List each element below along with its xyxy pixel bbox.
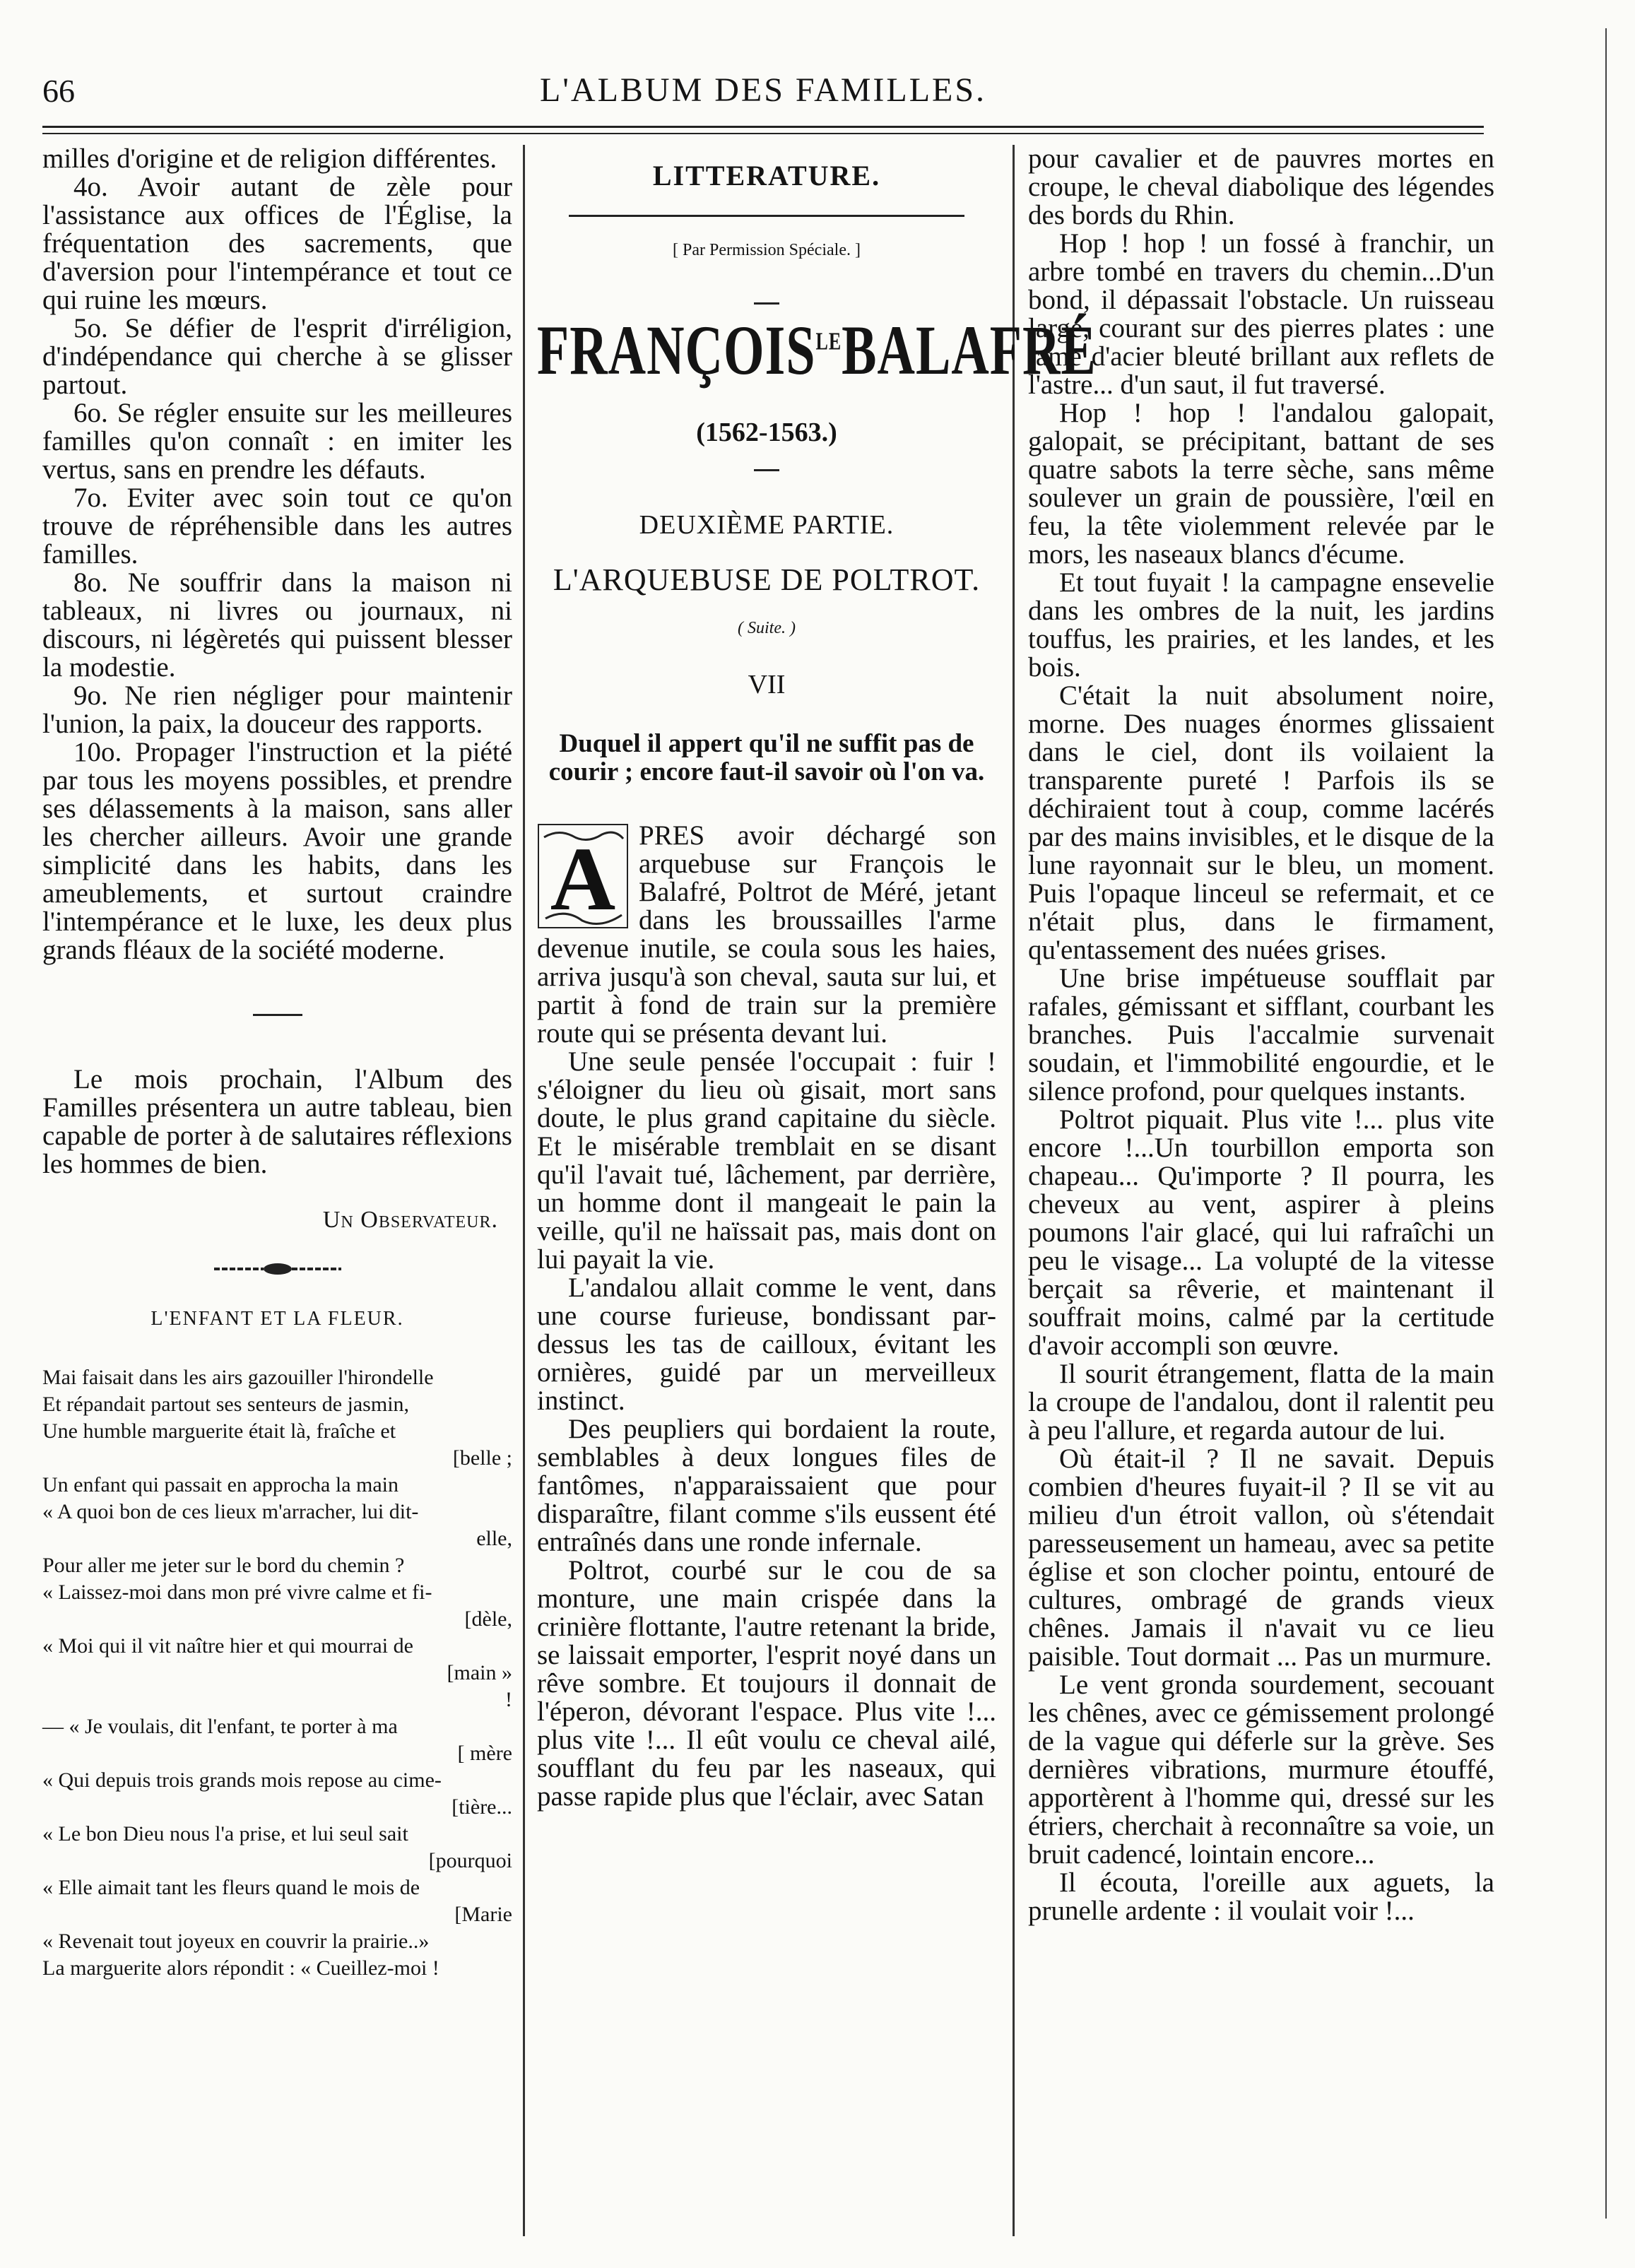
paragraph: Poltrot piquait. Plus vite !... plus vite encore !...Un tourbillon emporta son chapeau... Qu'importe ? Il pourra, les cheveux au vent, aspirer à pleins poumons l'air glacé, qui lui rafraîchi un peu le visage... La volupté de la vitesse berçait sa rêverie, et maintenant il souffrait moins, calmé par la certitude d'avoir accompli son œuvre. bbox=[1028, 1104, 1494, 1361]
poem-line: « Revenait tout joyeux en couvrir la prairie..» bbox=[42, 1930, 430, 1953]
paragraph: Des peupliers qui bordaient la route, semblables à deux longues files de fantômes, n'apparaissaient que pour disparaître, filant comme s'ils eussent été entraînés dans une ronde infernale. bbox=[537, 1414, 996, 1557]
story-title-main: FRANÇOIS bbox=[537, 312, 816, 391]
poem-line: — « Je voulais, dit l'enfant, te porter à ma bbox=[42, 1715, 398, 1738]
scan-margin-edge bbox=[1605, 28, 1625, 2219]
paragraph: Une brise impétueuse soufflait par rafales, gémissant et sifflant, courbant les branches. Puis l'accalmie survenait soudain, et l'immobilité engourdie, et le silence profond, pour quelques instants. bbox=[1028, 963, 1494, 1106]
header-rule-top bbox=[42, 126, 1484, 128]
poem-line: [dèle, bbox=[464, 1607, 512, 1631]
page-number: 66 bbox=[42, 73, 75, 109]
story-subtitle: L'ARQUEBUSE DE POLTROT. bbox=[553, 562, 981, 597]
first-paragraph bbox=[537, 822, 996, 1048]
poem-line: [tière... bbox=[451, 1795, 512, 1819]
drop-cap-letter bbox=[537, 823, 629, 929]
paragraph: 7o. Eviter avec soin tout ce qu'on trouve de répréhensible dans les autres familles. bbox=[42, 483, 512, 569]
poem-line: [ mère bbox=[457, 1742, 512, 1765]
paragraph: 8o. Ne souffrir dans la maison ni tableaux, ni livres ou journaux, ni discours, ni légèretés qui puissent blesser la modestie. bbox=[42, 567, 512, 683]
paragraph: pour cavalier et de pauvres mortes en croupe, le cheval diabolique des légendes des bords du Rhin. bbox=[1028, 143, 1494, 230]
signature: Un Observateur. bbox=[322, 1207, 498, 1233]
poem-line: « Elle aimait tant les fleurs quand le mois de bbox=[42, 1876, 420, 1899]
permission-note: [ Par Permission Spéciale. ] bbox=[673, 241, 861, 259]
paragraph: Hop ! hop ! l'andalou galopait, galopait, se précipitant, battant de ses quatre sabots la terre sèche, sans même soulever un grain de poussière, l'œil en feu, la tête violemment relevée par le mors, les naseaux blancs d'écume. bbox=[1028, 398, 1494, 569]
part-title: DEUXIÈME PARTIE. bbox=[639, 510, 895, 540]
paragraph: 4o. Avoir autant de zèle pour l'assistance aux offices de l'Église, la fréquentation des sacrements, que d'aversion pour l'intempérance et tout ce qui ruine les mœurs. bbox=[42, 172, 512, 315]
paragraph: Poltrot, courbé sur le cou de sa monture, une main crispée dans la crinière flottante, l'autre retenant la bride, se laissait emporter, l'esprit noyé dans un rêve sombre. Et toujours il donnait de l'éperon, dévorant l'espace. Plus vite !... plus vite !... Il eût voulu ce cheval ailé, soufflant du feu par les naseaux, qui passe rapide plus que l'éclair, avec Satan bbox=[537, 1555, 996, 1812]
drop-cap-glyph: A bbox=[550, 829, 616, 929]
poem-line: « Laissez-moi dans mon pré vivre calme et fi- bbox=[42, 1581, 432, 1604]
paragraph: C'était la nuit absolument noire, morne. Des nuages énormes glissaient dans le ciel, dont ils voilaient la transparente pureté ! Parfois ils se déchiraient tout à coup, comme lacérés par des mains invisibles, et le disque de la lune rayonnait sur le bleu, un moment. Puis l'opaque linceul se refermait, et ce n'était plus, dans le firmament, qu'entassement des nuées grises. bbox=[1028, 680, 1494, 965]
column-divider-2 bbox=[1013, 145, 1015, 2236]
story-title-end: BALAFRÉ bbox=[842, 312, 1097, 391]
poem-line: [main » bbox=[447, 1661, 512, 1684]
dash-divider bbox=[754, 302, 779, 305]
poem-line: « Qui depuis trois grands mois repose au cime- bbox=[42, 1768, 442, 1792]
paragraph: Où était-il ? Il ne savait. Depuis combien d'heures fuyait-il ? Il se vit au milieu d'un étroit vallon, où s'étendait paresseusement un hameau, avec sa petite église et son clocher pointu, entouré de cultures, ombragé de grands vieux chênes. Jamais il n'avait vu ce lieu paisible. Tout dormait ... Pas un murmure. bbox=[1028, 1443, 1494, 1672]
paragraph: Et tout fuyait ! la campagne ensevelie dans les ombres de la nuit, les jardins touffus, les prairies, et les landes, et les bois. bbox=[1028, 567, 1494, 683]
poem-title: L'ENFANT ET LA FLEUR. bbox=[150, 1308, 404, 1330]
paragraph: milles d'origine et de religion différentes. bbox=[42, 143, 497, 174]
poem-line: Un enfant qui passait en approcha la main bbox=[42, 1473, 399, 1496]
story-title bbox=[537, 311, 1097, 392]
poem-line: [pourquoi bbox=[428, 1849, 512, 1872]
first-paragraph-text: PRES avoir déchargé son arquebuse sur François le Balafré, Poltrot de Méré, jetant dans les broussailles l'arme devenue inutile, se coula sous les haies, arriva jusqu'à son cheval, sauta sur lui, et partit à fond de train sur la première route qui se présenta devant lui. bbox=[537, 820, 996, 1049]
story-years: (1562-1563.) bbox=[696, 418, 837, 447]
poem-line: « Moi qui il vit naître hier et qui mourrai de bbox=[42, 1634, 413, 1658]
chapter-heading: Duquel il appert qu'il ne suffit pas de courir ; encore faut-il savoir où l'on va. bbox=[548, 729, 985, 786]
paragraph: L'andalou allait comme le vent, dans une course furieuse, bondissant par-dessus les tas de cailloux, évitant les ornières, guidé par un merveilleux instinct. bbox=[537, 1272, 996, 1416]
running-title: L'ALBUM DES FAMILLES. bbox=[539, 71, 987, 109]
paragraph: 9o. Ne rien négliger pour maintenir l'union, la paix, la douceur des rapports. bbox=[42, 680, 512, 739]
paragraph: Hop ! hop ! un fossé à franchir, un arbre tombé en travers du chemin...D'un bond, il dépassait l'obstacle. Un ruisseau large, courant sur des pierres plates : une lame d'acier bleuté brillant aux reflets de l'astre... d'un saut, il fut traversé. bbox=[1028, 228, 1494, 400]
poem-line: [Marie bbox=[454, 1903, 512, 1926]
paragraph: Une seule pensée l'occupait : fuir ! s'éloigner du lieu où gisait, mort sans doute, le plus grand capitaine du siècle. Et le misérable tremblait en se disant qu'il l'avait tué, lâchement, par derrière, un homme dont il mangeait le pain la veille, qu'il ne haïssait pas, mais dont on lui payait la vie. bbox=[537, 1046, 996, 1275]
poem-line: Pour aller me jeter sur le bord du chemin ? bbox=[42, 1554, 405, 1577]
column-1 bbox=[42, 145, 512, 2247]
paragraph: Le vent gronda sourdement, secouant les chênes, avec ce gémissement prolongé de la vague qui déferle sur la grève. Ses dernières vibrations, murmure étouffé, apportèrent à l'homme qui, dressé sur les étriers, cherchait à reconnaître sa voie, un bruit cadencé, lointain encore... bbox=[1028, 1670, 1494, 1870]
short-rule bbox=[253, 1014, 302, 1016]
poem-line: elle, bbox=[476, 1527, 512, 1550]
section-rule bbox=[569, 215, 964, 217]
ornament-divider bbox=[42, 1262, 512, 1280]
paragraph: Il sourit étrangement, flatta de la main la croupe de l'andalou, dont il ralentit peu à peu l'allure, et regarda autour de lui. bbox=[1028, 1359, 1494, 1446]
page-header bbox=[42, 65, 1484, 114]
story-title-le: LE bbox=[815, 327, 842, 355]
paragraph: 10o. Propager l'instruction et la piété par tous les moyens possibles, et prendre ses délassements à la maison, sans aller les chercher ailleurs. Avoir une grande simplicité dans les habits, dans les ameublements, et surtout craindre l'intempérance et le luxe, les deux plus grands fléaux de la société moderne. bbox=[42, 737, 512, 965]
column-3 bbox=[1028, 145, 1494, 2247]
column-2 bbox=[537, 145, 1097, 2247]
dash-divider bbox=[754, 469, 779, 471]
poem-line: [belle ; bbox=[452, 1446, 512, 1470]
section-title: LITTERATURE. bbox=[652, 160, 881, 191]
poem-line: Et répandait partout ses senteurs de jasmin, bbox=[42, 1393, 410, 1416]
poem-line: Mai faisait dans les airs gazouiller l'hirondelle bbox=[42, 1366, 434, 1389]
paragraph: 5o. Se défier de l'esprit d'irréligion, d'indépendance qui cherche à se glisser partout. bbox=[42, 313, 512, 400]
paragraph: Il écouta, l'oreille aux aguets, la prunelle ardente : il voulait voir !... bbox=[1028, 1867, 1494, 1926]
poem-line: La marguerite alors répondit : « Cueillez-moi ! bbox=[42, 1956, 439, 1980]
chapter-number: VII bbox=[748, 670, 786, 699]
paragraph: 6o. Se régler ensuite sur les meilleures familles qu'on connaît : en imiter les vertus, sans en prendre les défauts. bbox=[42, 398, 512, 485]
poem-line: ! bbox=[505, 1688, 512, 1711]
poem-line: « Le bon Dieu nous l'a prise, et lui seul sait bbox=[42, 1822, 408, 1845]
announcement: Le mois prochain, l'Album des Familles présentera un autre tableau, bien capable de porter à de salutaires réflexions les hommes de bien. bbox=[42, 1064, 512, 1179]
suite-note: ( Suite. ) bbox=[738, 619, 796, 637]
poem bbox=[42, 1366, 512, 1980]
column-divider-1 bbox=[523, 145, 525, 2236]
poem-line: Une humble marguerite était là, fraîche et bbox=[42, 1419, 396, 1443]
header-rule-bottom bbox=[42, 133, 1484, 134]
poem-line: « A quoi bon de ces lieux m'arracher, lui dit- bbox=[42, 1500, 419, 1523]
